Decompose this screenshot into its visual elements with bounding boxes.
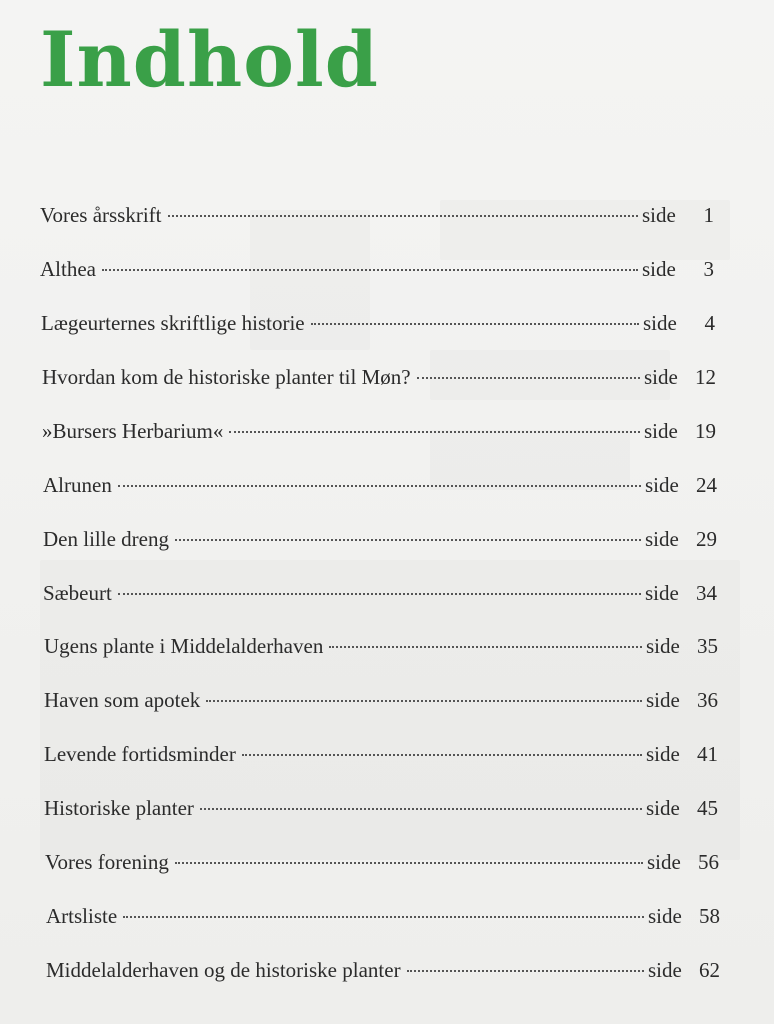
toc-entry-title: Ugens plante i Middelalderhaven xyxy=(44,634,324,658)
dot-leader xyxy=(200,808,642,810)
toc-page-word: side xyxy=(648,958,682,982)
dot-leader xyxy=(118,485,641,487)
toc-entry xyxy=(40,203,714,233)
toc-page-number: 58 xyxy=(699,904,720,928)
toc-page-number: 35 xyxy=(697,634,718,658)
toc-entry xyxy=(45,850,719,880)
toc-entry-page xyxy=(645,527,717,552)
dot-leader xyxy=(242,754,642,756)
toc-page-number: 4 xyxy=(704,311,715,335)
toc-page-word: side xyxy=(646,688,680,712)
toc-entry-page xyxy=(644,419,716,444)
toc-page-word: side xyxy=(648,904,682,928)
toc-entry-title: Artsliste xyxy=(46,904,118,928)
toc-entry-page xyxy=(648,958,720,983)
toc-page-word: side xyxy=(643,311,677,335)
toc-entry-title: Historiske planter xyxy=(44,796,194,820)
toc-page-number: 1 xyxy=(703,203,714,227)
toc-page-number: 24 xyxy=(696,473,717,497)
toc-entry-title: »Bursers Herbarium« xyxy=(42,419,224,443)
toc-entry-page xyxy=(643,311,715,336)
toc-page-word: side xyxy=(647,850,681,874)
toc-entry-page xyxy=(647,850,719,875)
toc-entry-title: Althea xyxy=(40,257,96,281)
dot-leader xyxy=(175,539,641,541)
toc-entry xyxy=(43,473,717,503)
toc-page-word: side xyxy=(646,634,680,658)
toc-page-word: side xyxy=(644,419,678,443)
toc-page-word: side xyxy=(642,257,676,281)
toc-page-number: 19 xyxy=(695,419,716,443)
toc-page-word: side xyxy=(646,742,680,766)
toc-page-number: 3 xyxy=(703,257,714,281)
dot-leader xyxy=(329,646,642,648)
toc-entry xyxy=(42,365,716,395)
toc-entry xyxy=(40,257,714,287)
toc-entry xyxy=(46,904,720,934)
toc-entry-title: Haven som apotek xyxy=(44,688,201,712)
toc-page-word: side xyxy=(645,581,679,605)
toc-page-number: 29 xyxy=(696,527,717,551)
toc-entry-page xyxy=(642,203,714,228)
page-title: Indhold xyxy=(40,15,379,104)
toc-page-number: 62 xyxy=(699,958,720,982)
dot-leader xyxy=(311,323,639,325)
dot-leader xyxy=(123,916,644,918)
toc-entry-page xyxy=(646,688,718,713)
toc-entry-title: Den lille dreng xyxy=(43,527,169,551)
dot-leader xyxy=(417,377,640,379)
dot-leader xyxy=(175,862,643,864)
dot-leader xyxy=(102,269,638,271)
toc-entry-title: Sæbeurt xyxy=(43,581,112,605)
toc-entry xyxy=(44,742,718,772)
toc-entry-page xyxy=(646,634,718,659)
toc-entry xyxy=(43,581,717,611)
toc-entry xyxy=(46,958,720,988)
toc-entry-title: Levende fortidsminder xyxy=(44,742,236,766)
toc-page-number: 34 xyxy=(696,581,717,605)
toc-entry-title: Middelalderhaven og de historiske planter xyxy=(46,958,401,982)
toc-page-word: side xyxy=(646,796,680,820)
toc-entry-page xyxy=(645,581,717,606)
toc-entry-page xyxy=(645,473,717,498)
toc-page-number: 12 xyxy=(695,365,716,389)
toc-entry-page xyxy=(642,257,714,282)
toc-entry-title: Lægeurternes skriftlige historie xyxy=(41,311,305,335)
toc-page-number: 36 xyxy=(697,688,718,712)
toc-page-word: side xyxy=(645,473,679,497)
toc-entry-page xyxy=(646,742,718,767)
dot-leader xyxy=(206,700,642,702)
toc-page-word: side xyxy=(642,203,676,227)
toc-entry-page xyxy=(644,365,716,390)
toc-page-number: 41 xyxy=(697,742,718,766)
dot-leader xyxy=(118,593,641,595)
toc-entry xyxy=(44,634,718,664)
dot-leader xyxy=(229,431,640,433)
toc-entry-title: Alrunen xyxy=(43,473,112,497)
dot-leader xyxy=(407,970,644,972)
toc-page-number: 56 xyxy=(698,850,719,874)
toc-entry-page xyxy=(646,796,718,821)
toc-page-number: 45 xyxy=(697,796,718,820)
toc-entry xyxy=(41,311,715,341)
toc-entry xyxy=(43,527,717,557)
toc-entry-page xyxy=(648,904,720,929)
toc-entry xyxy=(42,419,716,449)
toc-entry-title: Vores årsskrift xyxy=(40,203,162,227)
dot-leader xyxy=(168,215,638,217)
toc-entry xyxy=(44,796,718,826)
toc-entry-title: Hvordan kom de historiske planter til Møn? xyxy=(42,365,411,389)
toc-page-word: side xyxy=(645,527,679,551)
toc-page-word: side xyxy=(644,365,678,389)
toc-entry xyxy=(44,688,718,718)
toc-entry-title: Vores forening xyxy=(45,850,169,874)
